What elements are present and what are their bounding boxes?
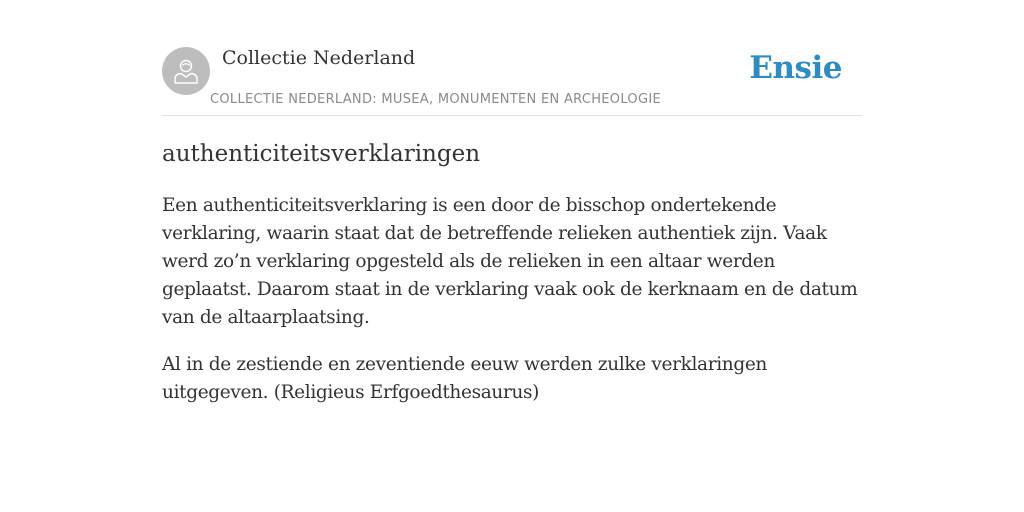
term-title: authenticiteitsverklaringen [162,141,481,167]
definition-paragraph: Al in de zestiende en zeventiende eeuw werden zulke verklaringen uitgegeven. (Religieus Erfgoedthesaurus) [162,354,767,403]
brand-logo[interactable]: Ensie [749,50,842,86]
definition-paragraph: Een authenticiteitsverklaring is een door de bisschop ondertekende verklaring, waarin staat dat de betreffende relieken authentiek zijn. Vaak werd zo’n verklaring opgesteld als de relieken in een altaar werden geplaatst. Daarom staat in de verklaring vaak ook de kerknaam en de datum van de altaarplaatsing. [162,195,858,328]
collection-label[interactable]: COLLECTIE NEDERLAND: MUSEA, MONUMENTEN EN ARCHEOLOGIE [210,92,661,107]
entry-header [162,0,862,116]
author-name[interactable]: Collectie Nederland [222,47,416,69]
content-container [162,0,862,403]
user-outline-icon [171,56,201,86]
avatar[interactable] [162,47,210,95]
definition-body [162,192,862,426]
